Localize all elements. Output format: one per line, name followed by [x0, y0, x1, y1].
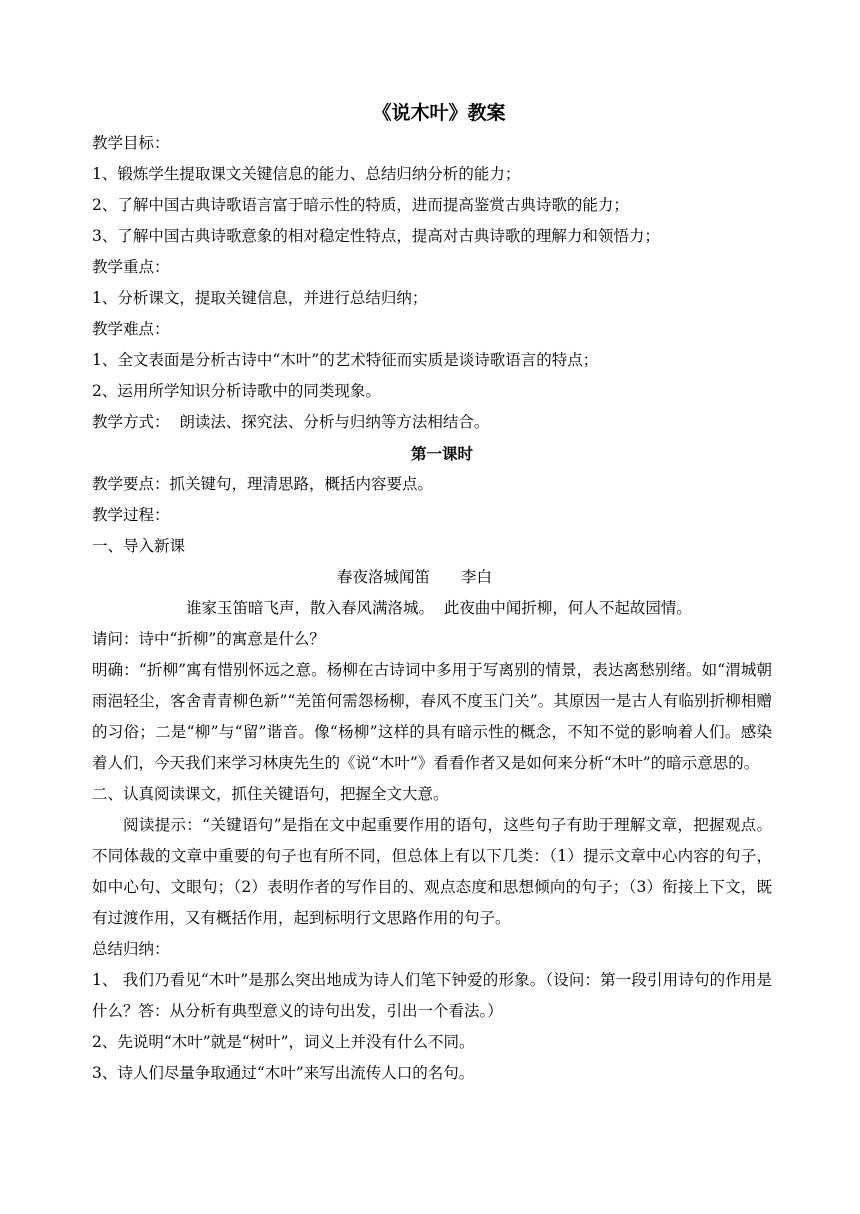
goal-item: 2、了解中国古典诗歌语言富于暗示性的特质，进而提高鉴赏古典诗歌的能力； — [92, 196, 629, 214]
summary-item: 2、先说明“木叶”就是“树叶”，词义上并没有什么不同。 — [92, 1033, 475, 1051]
goal-item: 3、了解中国古典诗歌意象的相对稳定性特点，提高对古典诗歌的理解力和领悟力； — [92, 227, 660, 245]
poem-heading — [92, 562, 772, 593]
reading-tip-paragraph: 阅读提示：“关键语句”是指在文中起重要作用的语句，这些句子有助于理解文章，把握观点。不同体裁的文章中重要的句子也有所不同，但总体上有以下几类：（1）提示文章中心内容的句子，如中心句、文眼句；（2）表明作者的写作目的、观点态度和思想倾向的句子；（3）衔接上下文，既有过渡作用，又有概括作用，起到标明行文思路作用的句子。 — [92, 816, 772, 927]
summary-heading: 总结归纳： — [92, 940, 170, 958]
difficulty-item: 2、运用所学知识分析诗歌中的同类现象。 — [92, 382, 381, 400]
section-heading-intro: 一、导入新课 — [92, 537, 186, 555]
answer-paragraph: 明确：“折柳”寓有惜别怀远之意。杨柳在古诗词中多用于写离别的情景，表达离愁别绪。如“渭城朝雨浥轻尘，客舍青青柳色新”“羌笛何需怨杨柳，春风不度玉门关”。其原因一是古人有临别折柳相赠的习俗；二是“柳”与“留”谐音。像“杨柳”这样的具有暗示性的概念，不知不觉的影响着人们。感染着人们，今天我们来学习林庚先生的《说“木叶”》看看作者又是如何来分析“木叶”的暗示意思的。 — [92, 661, 772, 772]
summary-item: 1、 我们乃看见“木叶”是那么突出地成为诗人们笔下钟爱的形象。（设问：第一段引用诗句的作用是什么？答：从分析有典型意义的诗句出发，引出一个看法。） — [92, 971, 772, 1020]
poem-author: 李白 — [460, 568, 492, 586]
key-point-item: 1、分析课文，提取关键信息，并进行总结归纳； — [92, 289, 428, 307]
question-text: 请问：诗中“折柳”的寓意是什么？ — [92, 630, 325, 648]
difficulty-item: 1、全文表面是分析古诗中“木叶”的艺术特征而实质是谈诗歌语言的特点； — [92, 351, 599, 369]
difficulties-heading: 教学难点： — [92, 320, 170, 338]
poem-text: 谁家玉笛暗飞声，散入春风满洛城。 此夜曲中闻折柳，何人不起故园情。 — [186, 599, 692, 617]
section-heading-reading: 二、认真阅读课文，抓住关键语句，把握全文大意。 — [92, 785, 449, 803]
poem-title: 春夜洛城闻笛 — [337, 568, 431, 586]
summary-item: 3、诗人们尽量争取通过“木叶”来写出流传人口的名句。 — [92, 1064, 475, 1082]
lesson-heading: 第一课时 — [410, 444, 473, 463]
teaching-method: 教学方式： 朗读法、探究法、分析与归纳等方法相结合。 — [92, 413, 490, 431]
lesson-key-points: 教学要点：抓关键句，理清思路，概括内容要点。 — [92, 475, 434, 493]
key-points-heading: 教学重点： — [92, 258, 170, 276]
goals-heading: 教学目标： — [92, 134, 170, 152]
process-heading: 教学过程： — [92, 506, 170, 524]
document-body — [92, 98, 772, 1089]
goal-item: 1、锻炼学生提取课文关键信息的能力、总结归纳分析的能力； — [92, 165, 521, 183]
document-title: 《说木叶》教案 — [372, 102, 506, 124]
